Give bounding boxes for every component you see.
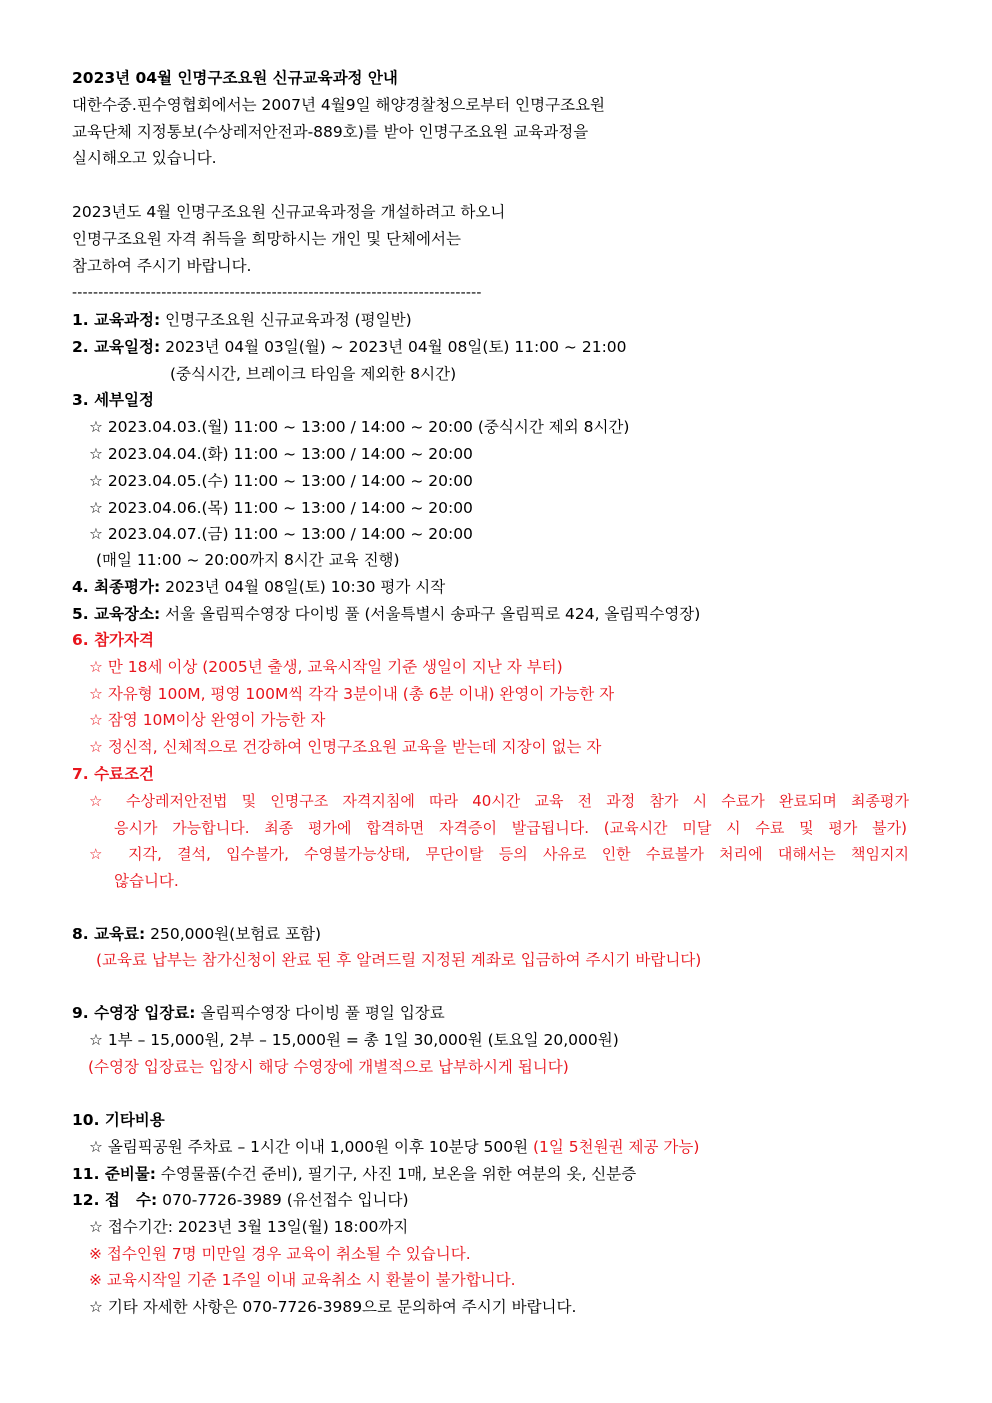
- detail-item: ☆ 2023.04.07.(금) 11:00 ~ 13:00 / 14:00 ~ 20:00: [89, 525, 473, 543]
- divider: ------------------------------------------------------------------------------: [72, 285, 482, 301]
- registration-period: ☆ 접수기간: 2023년 3월 13일(월) 18:00까지: [89, 1218, 409, 1236]
- intro-line-2: 교육단체 지정통보(수상레저안전과-889호)를 받아 인명구조요원 교육과정을: [72, 123, 589, 141]
- section-supplies-value: 수영물품(수건 준비), 필기구, 사진 1매, 보온을 위한 여분의 옷, 신분증: [155, 1165, 637, 1183]
- section-eligibility-label: 6. 참가자격: [72, 631, 154, 649]
- completion-item-cont: 응시가 가능합니다. 최종 평가에 합격하면 자격증이 발급됩니다. (교육시간 미달 시 수료 및 평가 불가): [114, 819, 907, 837]
- section-registration: [72, 1190, 409, 1210]
- completion-item: ☆ 지각, 결석, 입수불가, 수영불가능상태, 무단이탈 등의 사유로 인한 수료불가 처리에 대해서는 책임지지: [89, 845, 909, 863]
- eligibility-item: ☆ 정신적, 신체적으로 건강하여 인명구조요원 교육을 받는데 지장이 없는 자: [89, 738, 602, 756]
- parking-fee-text: ☆ 올림픽공원 주차료 – 1시간 이내 1,000원 이후 10분당 500원: [89, 1138, 533, 1156]
- notice-line-3: 참고하여 주시기 바랍니다.: [72, 257, 252, 275]
- detail-item: ☆ 2023.04.04.(화) 11:00 ~ 13:00 / 14:00 ~ 20:00: [89, 445, 473, 463]
- section-venue-label: 5. 교육장소:: [72, 605, 161, 623]
- eligibility-item: ☆ 만 18세 이상 (2005년 출생, 교육시작일 기준 생일이 지난 자 부터): [89, 658, 563, 676]
- contact-info: ☆ 기타 자세한 사항은 070-7726-3989으로 문의하여 주시기 바랍니다.: [89, 1298, 577, 1316]
- detail-item: ☆ 2023.04.06.(목) 11:00 ~ 13:00 / 14:00 ~ 20:00: [89, 499, 473, 517]
- other-cost-item: [89, 1137, 699, 1157]
- completion-item: ☆ 수상레저안전법 및 인명구조 자격지침에 따라 40시간 교육 전 과정 참가 시 수료가 완료되며 최종평가: [89, 792, 909, 810]
- registration-warning: ※ 접수인원 7명 미만일 경우 교육이 취소될 수 있습니다.: [89, 1245, 471, 1263]
- pool-fee-item: ☆ 1부 – 15,000원, 2부 – 15,000원 = 총 1일 30,000원 (토요일 20,000원): [89, 1031, 619, 1049]
- section-schedule-note: (중식시간, 브레이크 타임을 제외한 8시간): [170, 365, 457, 383]
- detail-item: ☆ 2023.04.05.(수) 11:00 ~ 13:00 / 14:00 ~ 20:00: [89, 472, 473, 490]
- section-pool-fee-label: 9. 수영장 입장료:: [72, 1004, 196, 1022]
- section-schedule-value: 2023년 04월 03일(월) ~ 2023년 04월 08일(토) 11:00 ~ 21:00: [160, 338, 627, 356]
- intro-line-3: 실시해오고 있습니다.: [72, 149, 217, 167]
- section-fee-value: 250,000원(보험료 포함): [145, 925, 322, 943]
- section-final-eval-value: 2023년 04월 08일(토) 10:30 평가 시작: [160, 578, 446, 596]
- fee-note: (교육료 납부는 참가신청이 완료 된 후 알려드릴 지정된 계좌로 입금하여 주시기 바랍니다): [96, 951, 702, 969]
- parking-voucher-note: (1일 5천원권 제공 가능): [532, 1138, 700, 1156]
- section-venue: [72, 604, 700, 624]
- section-pool-fee-value: 올림픽수영장 다이빙 풀 평일 입장료: [195, 1004, 445, 1022]
- pool-fee-note: (수영장 입장료는 입장시 해당 수영장에 개별적으로 납부하시게 됩니다): [88, 1058, 569, 1076]
- section-supplies-label: 11. 준비물:: [72, 1165, 156, 1183]
- section-registration-value: 070-7726-3989 (유선접수 입니다): [157, 1191, 409, 1209]
- section-schedule: [72, 337, 627, 357]
- section-schedule-label: 2. 교육일정:: [72, 338, 161, 356]
- section-registration-label: 12. 접 수:: [72, 1191, 158, 1209]
- section-fee-label: 8. 교육료:: [72, 925, 146, 943]
- section-final-eval-label: 4. 최종평가:: [72, 578, 161, 596]
- completion-item-cont: 않습니다.: [114, 872, 179, 890]
- section-course-label: 1. 교육과정:: [72, 311, 161, 329]
- section-fee: [72, 924, 321, 944]
- notice-line-1: 2023년도 4월 인명구조요원 신규교육과정을 개설하려고 하오니: [72, 203, 506, 221]
- refund-warning: ※ 교육시작일 기준 1주일 이내 교육취소 시 환불이 불가합니다.: [89, 1271, 516, 1289]
- section-detail-label: 3. 세부일정: [72, 391, 154, 409]
- section-final-eval: [72, 577, 445, 597]
- eligibility-item: ☆ 자유형 100M, 평영 100M씩 각각 3분이내 (총 6분 이내) 완영이 가능한 자: [89, 685, 615, 703]
- section-other-cost-label: 10. 기타비용: [72, 1111, 165, 1129]
- section-completion-label: 7. 수료조건: [72, 765, 154, 783]
- section-course: [72, 310, 412, 330]
- section-venue-value: 서울 올림픽수영장 다이빙 풀 (서울특별시 송파구 올림픽로 424, 올림픽수영장): [160, 605, 701, 623]
- doc-title: 2023년 04월 인명구조요원 신규교육과정 안내: [72, 69, 398, 87]
- eligibility-item: ☆ 잠영 10M이상 완영이 가능한 자: [89, 711, 326, 729]
- intro-line-1: 대한수중.핀수영협회에서는 2007년 4월9일 해양경찰청으로부터 인명구조요원: [72, 96, 605, 114]
- notice-line-2: 인명구조요원 자격 취득을 희망하시는 개인 및 단체에서는: [72, 230, 461, 248]
- detail-note: (매일 11:00 ~ 20:00까지 8시간 교육 진행): [96, 551, 400, 569]
- section-pool-fee: [72, 1003, 445, 1023]
- section-supplies: [72, 1164, 636, 1184]
- detail-item: ☆ 2023.04.03.(월) 11:00 ~ 13:00 / 14:00 ~ 20:00 (중식시간 제외 8시간): [89, 418, 630, 436]
- section-course-value: 인명구조요원 신규교육과정 (평일반): [160, 311, 412, 329]
